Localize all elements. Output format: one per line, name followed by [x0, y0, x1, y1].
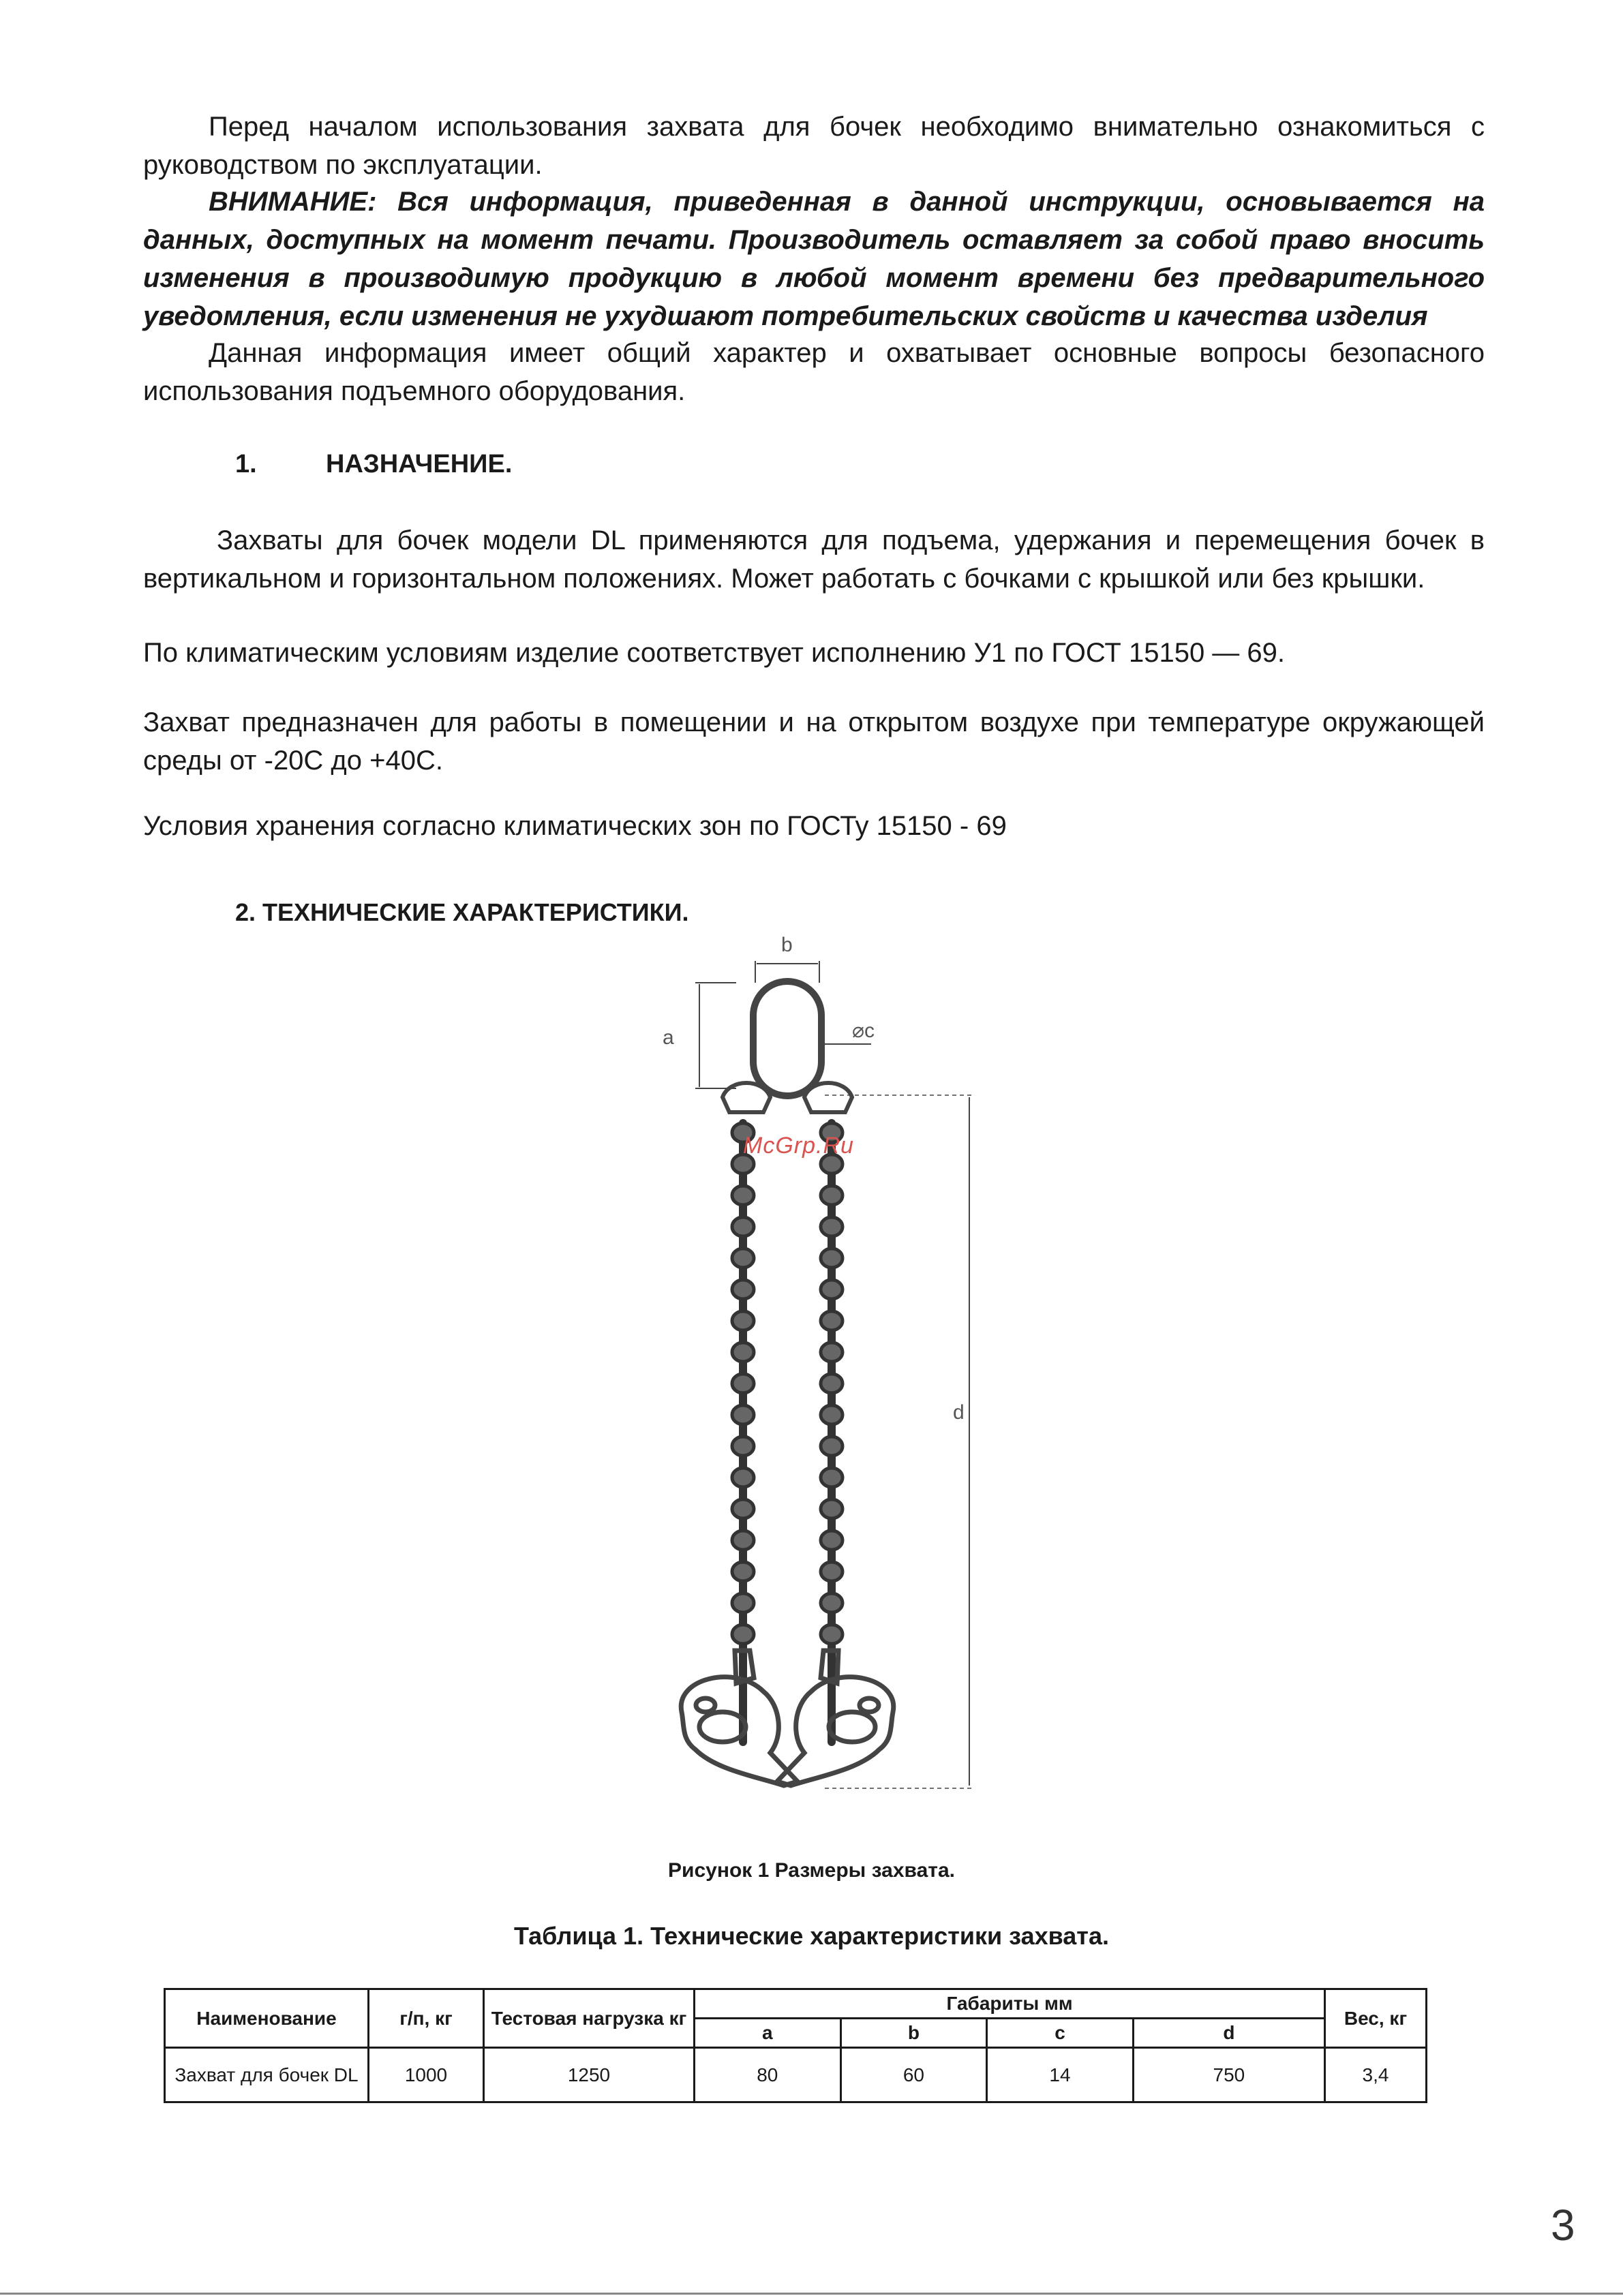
drum-grab-drawing	[654, 921, 995, 1807]
dimension-d-label: d	[953, 1401, 965, 1424]
section1-number: 1.	[235, 450, 257, 478]
cell-dim-a: 80	[695, 2048, 841, 2102]
storage-conditions-paragraph: Условия хранения согласно климатических зон по ГОСТу 15150 - 69	[143, 811, 1007, 841]
cell-name: Захват для бочек DL	[165, 2048, 369, 2102]
header-name: Наименование	[165, 1989, 369, 2048]
cell-capacity: 1000	[369, 2048, 484, 2102]
dimension-b-label: b	[781, 934, 793, 956]
warning-paragraph: ВНИМАНИЕ: Вся информация, приведенная в данной инструкции, основывается на данных, доступных на момент печати. Производитель оставляет за собой право вносить изменения в производимую продукцию в любой момент времени без предварительного уведомления, если изменения не ухудшают потребительских свойств и качества изделия	[143, 187, 1485, 331]
header-dim-d: d	[1133, 2019, 1324, 2048]
cell-test-load: 1250	[484, 2048, 695, 2102]
general-info-paragraph: Данная информация имеет общий характер и охватывает основные вопросы безопасного использования подъемного оборудования.	[143, 338, 1485, 406]
climate-paragraph: По климатическим условиям изделие соответствует исполнению У1 по ГОСТ 15150 — 69.	[143, 638, 1286, 668]
dimension-a-label: a	[663, 1026, 674, 1049]
cell-dim-c: 14	[987, 2048, 1134, 2102]
cell-weight: 3,4	[1325, 2048, 1427, 2102]
table-header-row	[165, 1989, 1427, 2019]
specifications-table	[164, 1988, 1427, 2103]
intro-paragraph: Перед началом использования захвата для бочек необходимо внимательно ознакомиться с руководством по эксплуатации.	[143, 112, 1485, 180]
table-title: Таблица 1. Технические характеристики захвата.	[514, 1922, 1109, 1950]
header-test-load: Тестовая нагрузка кг	[484, 1989, 695, 2048]
operating-conditions-paragraph: Захват предназначен для работы в помещении и на открытом воздухе при температуре окружающей среды от -20С до +40С.	[143, 707, 1485, 776]
header-dimensions: Габариты мм	[695, 1989, 1325, 2019]
header-dim-a: a	[695, 2019, 841, 2048]
header-dim-b: b	[840, 2019, 987, 2048]
cell-dim-b: 60	[840, 2048, 987, 2102]
figure-caption: Рисунок 1 Размеры захвата.	[668, 1859, 955, 1882]
purpose-paragraph: Захваты для бочек модели DL применяются для подъема, удержания и перемещения бочек в вертикальном и горизонтальном положениях. Может работать с бочками с крышкой или без крышки.	[143, 525, 1485, 594]
section1-title: НАЗНАЧЕНИЕ.	[326, 450, 513, 478]
header-dim-c: c	[987, 2019, 1134, 2048]
header-weight: Вес, кг	[1325, 1989, 1427, 2048]
bottom-divider	[0, 2293, 1623, 2295]
page-number: 3	[1551, 2201, 1575, 2250]
watermark: McGrp.Ru	[743, 1133, 854, 1159]
table-row	[165, 2048, 1427, 2102]
cell-dim-d: 750	[1133, 2048, 1324, 2102]
dimension-c-label: ⌀c	[852, 1020, 875, 1042]
header-capacity: г/п, кг	[369, 1989, 484, 2048]
section2-title: 2. ТЕХНИЧЕСКИЕ ХАРАКТЕРИСТИКИ.	[235, 898, 689, 926]
